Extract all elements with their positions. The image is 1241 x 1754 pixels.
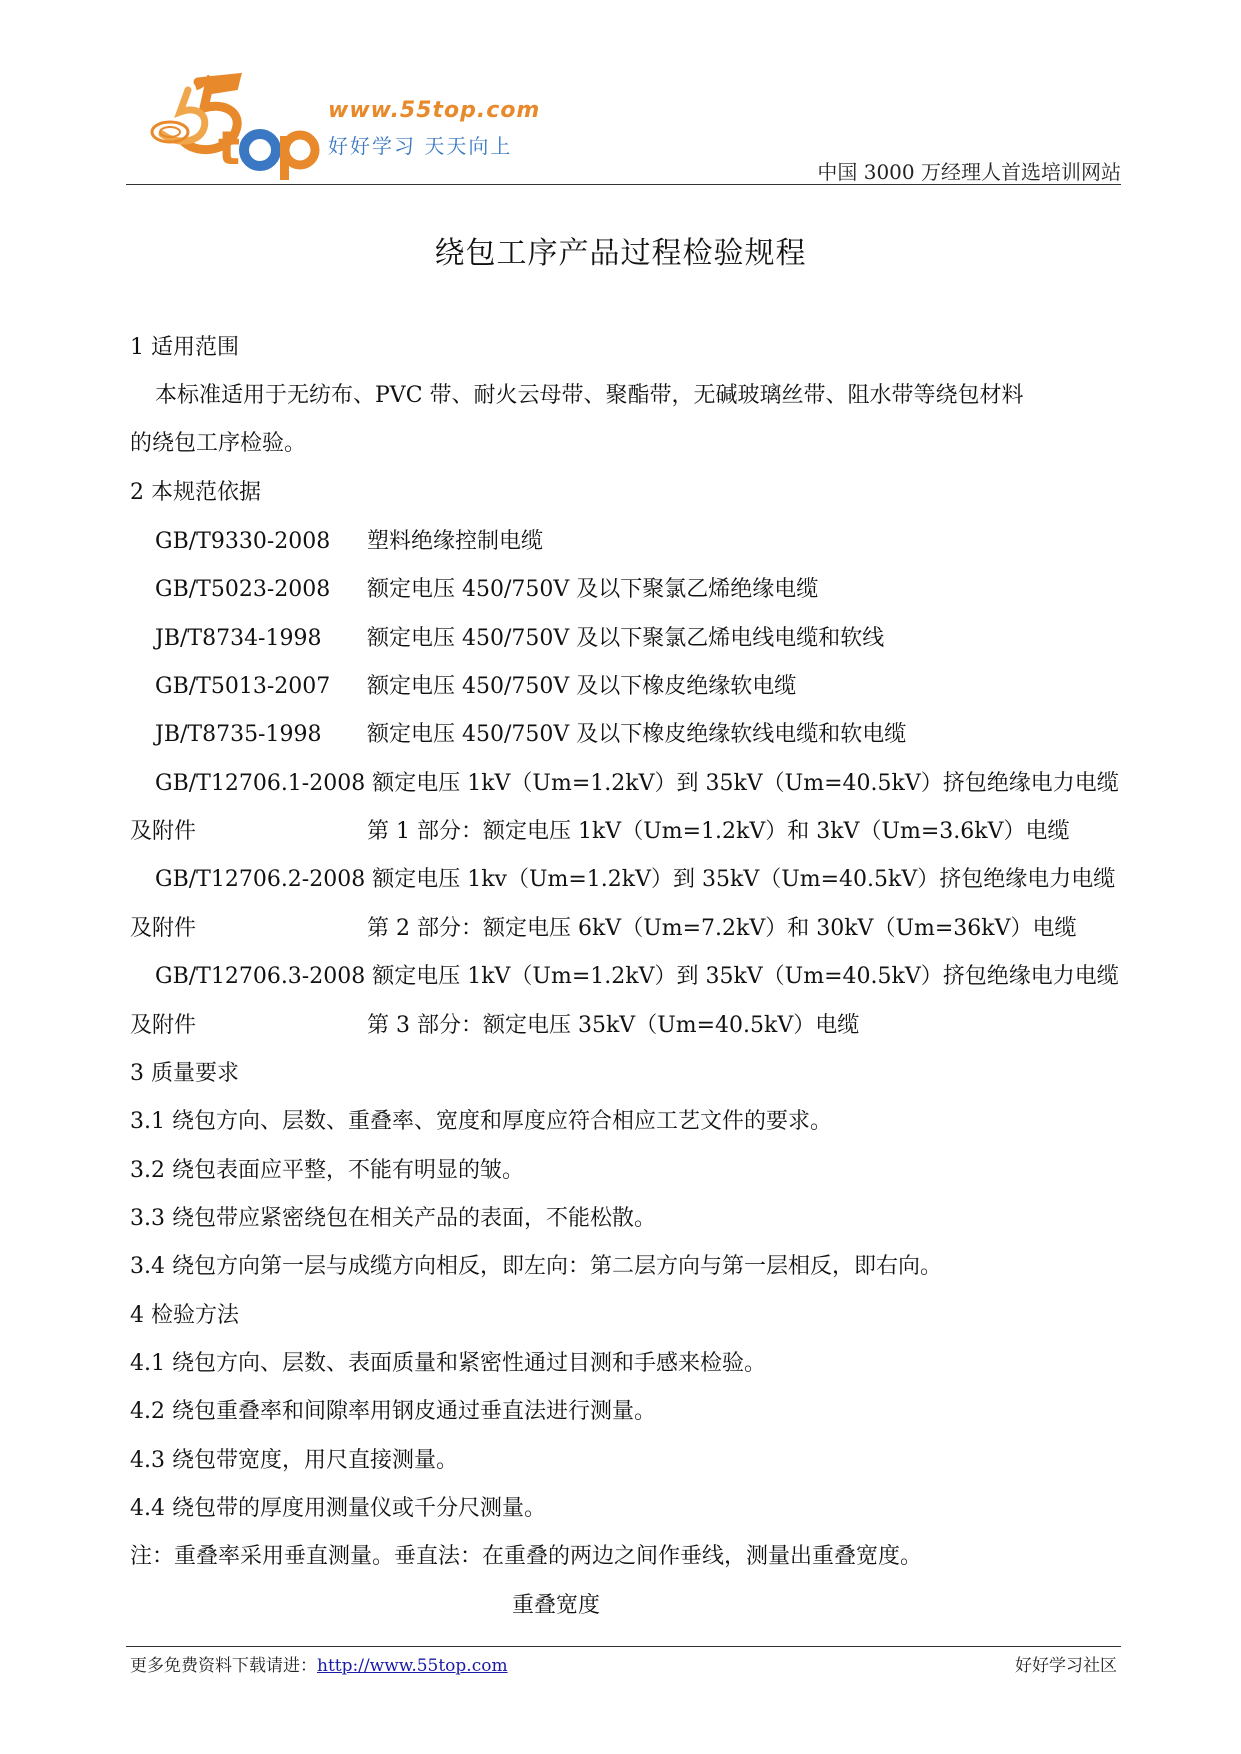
standard-code: GB/T5023-2008 — [155, 577, 331, 602]
method-item: 4.3 绕包带宽度，用尺直接测量。 — [130, 1448, 458, 1473]
requirement-item: 3.4 绕包方向第一层与成缆方向相反，即左向：第二层方向与第一层相反，即右向。 — [130, 1254, 942, 1279]
footer-left — [130, 1651, 508, 1676]
multi-standard-line-2a: 及附件 — [130, 1013, 197, 1038]
site-tagline: 中国 3000 万经理人首选培训网站 — [817, 160, 1121, 184]
requirement-item: 3.3 绕包带应紧密绕包在相关产品的表面，不能松散。 — [130, 1206, 656, 1231]
section-4-heading: 4 检验方法 — [130, 1303, 239, 1328]
standard-code: JB/T8734-1998 — [155, 626, 322, 651]
requirement-item: 3.2 绕包表面应平整，不能有明显的皱。 — [130, 1158, 524, 1183]
svg-text:t: t — [218, 121, 240, 175]
requirement-item: 3.1 绕包方向、层数、重叠率、宽度和厚度应符合相应工艺文件的要求。 — [130, 1109, 832, 1134]
logo-slogan: 好好学习 天天向上 — [328, 134, 513, 158]
standard-code: GB/T9330-2008 — [155, 529, 331, 554]
multi-standard-line-2b: 第 1 部分：额定电压 1kV（Um=1.2kV）和 3kV（Um=3.6kV）电缆 — [367, 819, 1070, 844]
standard-code: GB/T5013-2007 — [155, 674, 331, 699]
standard-name: 额定电压 450/750V 及以下橡皮绝缘软电缆 — [367, 674, 797, 699]
site-logo — [148, 72, 568, 182]
multi-standard-line-2b: 第 3 部分：额定电压 35kV（Um=40.5kV）电缆 — [367, 1013, 860, 1038]
section-1-paragraph-line-2: 的绕包工序检验。 — [130, 431, 307, 456]
logo-graphic — [148, 72, 328, 182]
footer-link[interactable]: http://www.55top.com — [317, 1656, 508, 1676]
multi-standard-line-1: GB/T12706.3-2008 额定电压 1kV（Um=1.2kV）到 35kV（Um=40.5kV）挤包绝缘电力电缆 — [155, 964, 1119, 989]
multi-standard-line-2a: 及附件 — [130, 819, 197, 844]
section-3-heading: 3 质量要求 — [130, 1061, 239, 1086]
figure-label: 重叠宽度 — [512, 1593, 601, 1618]
logo-url: www.55top.com — [328, 98, 541, 123]
standard-name: 额定电压 450/750V 及以下聚氯乙烯电线电缆和软线 — [367, 626, 885, 651]
multi-standard-line-2a: 及附件 — [130, 916, 197, 941]
method-item: 4.1 绕包方向、层数、表面质量和紧密性通过目测和手感来检验。 — [130, 1351, 766, 1376]
standard-name: 额定电压 450/750V 及以下聚氯乙烯绝缘电缆 — [367, 577, 819, 602]
section-2-heading: 2 本规范依据 — [130, 480, 261, 505]
note-text: 注：重叠率采用垂直测量。垂直法：在重叠的两边之间作垂线，测量出重叠宽度。 — [130, 1544, 923, 1569]
section-1-heading: 1 适用范围 — [130, 335, 239, 360]
footer-right-text: 好好学习社区 — [1015, 1656, 1117, 1676]
footer-download-text: 更多免费资料下载请进： — [130, 1656, 317, 1676]
header-divider — [126, 184, 1121, 185]
document-title: 绕包工序产品过程检验规程 — [434, 236, 807, 271]
section-1-paragraph-line-1: 本标准适用于无纺布、PVC 带、耐火云母带、聚酯带，无碱玻璃丝带、阻水带等绕包材料 — [155, 383, 1024, 408]
method-item: 4.2 绕包重叠率和间隙率用钢皮通过垂直法进行测量。 — [130, 1399, 656, 1424]
method-item: 4.4 绕包带的厚度用测量仪或千分尺测量。 — [130, 1496, 546, 1521]
standard-name: 塑料绝缘控制电缆 — [367, 529, 544, 554]
footer-divider — [126, 1646, 1121, 1647]
multi-standard-line-2b: 第 2 部分：额定电压 6kV（Um=7.2kV）和 30kV（Um=36kV）电缆 — [367, 916, 1077, 941]
multi-standard-line-1: GB/T12706.2-2008 额定电压 1kv（Um=1.2kV）到 35kV（Um=40.5kV）挤包绝缘电力电缆 — [155, 867, 1116, 892]
multi-standard-line-1: GB/T12706.1-2008 额定电压 1kV（Um=1.2kV）到 35kV（Um=40.5kV）挤包绝缘电力电缆 — [155, 771, 1119, 796]
standard-name: 额定电压 450/750V 及以下橡皮绝缘软线电缆和软电缆 — [367, 722, 907, 747]
standard-code: JB/T8735-1998 — [155, 722, 322, 747]
